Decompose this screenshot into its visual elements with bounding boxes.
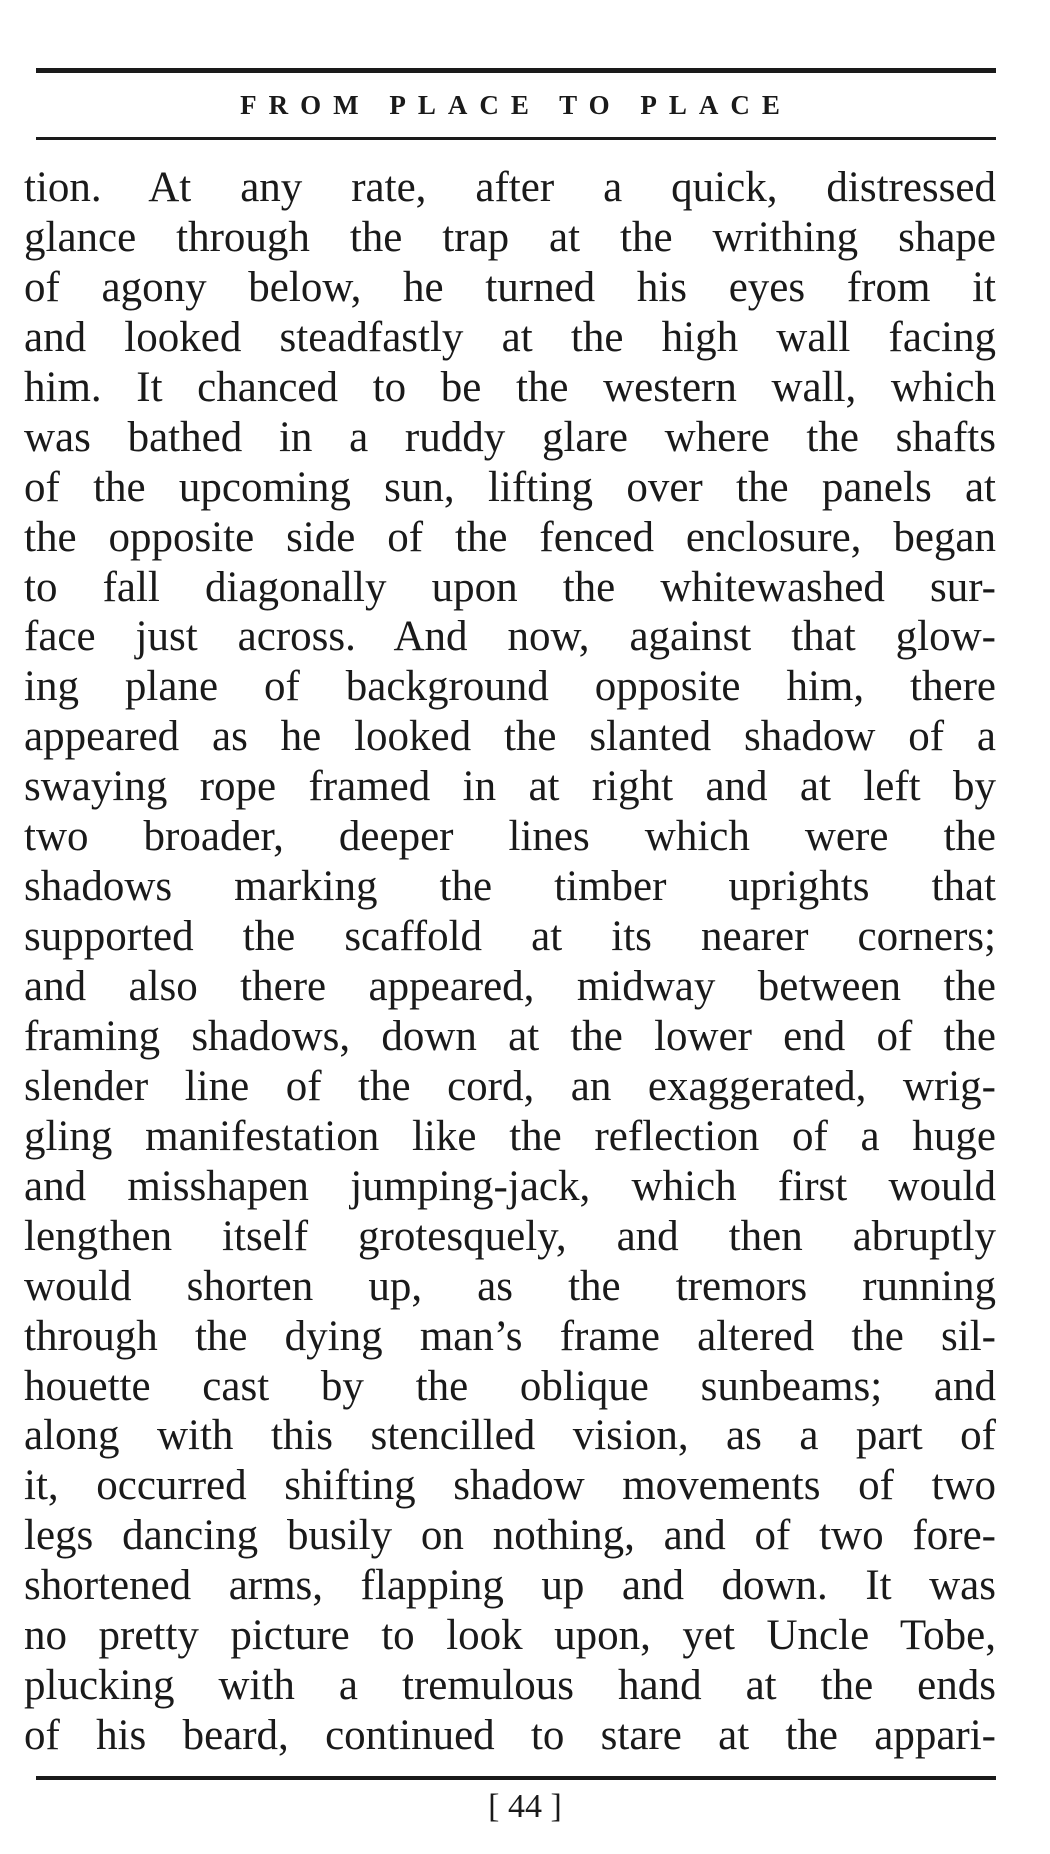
text-line: through the dying man’s frame altered the sil- — [24, 1312, 996, 1360]
top-rule — [36, 68, 996, 73]
text-line: glance through the trap at the writhing shape — [24, 213, 996, 261]
text-line: him. It chanced to be the western wall, which — [24, 363, 996, 411]
text-line: gling manifestation like the reflection of a huge — [24, 1112, 996, 1160]
text-line: supported the scaffold at its nearer corners; — [24, 913, 996, 961]
text-line: legs dancing busily on nothing, and of two fore- — [24, 1512, 996, 1560]
text-line: along with this stencilled vision, as a part of — [24, 1412, 996, 1460]
text-line: shadows marking the timber uprights that — [24, 863, 996, 911]
text-line: two broader, deeper lines which were the — [24, 813, 996, 861]
text-line: shortened arms, flapping up and down. It was — [24, 1562, 996, 1610]
text-line: face just across. And now, against that glow- — [24, 613, 996, 661]
text-line: lengthen itself grotesquely, and then abruptly — [24, 1212, 996, 1260]
text-line: plucking with a tremulous hand at the ends — [24, 1662, 996, 1710]
bottom-rule — [36, 1776, 996, 1780]
page-number: [ 44 ] — [488, 1788, 562, 1825]
text-line: of his beard, continued to stare at the appari- — [24, 1712, 996, 1760]
text-line: no pretty picture to look upon, yet Uncle Tobe, — [24, 1612, 996, 1660]
text-line: houette cast by the oblique sunbeams; and — [24, 1362, 996, 1410]
text-line: and misshapen jumping-jack, which first would — [24, 1162, 996, 1210]
text-line: ing plane of background opposite him, there — [24, 663, 996, 711]
text-line: of agony below, he turned his eyes from it — [24, 263, 996, 311]
text-line: appeared as he looked the slanted shadow of a — [24, 713, 996, 761]
text-line: slender line of the cord, an exaggerated, wrig- — [24, 1062, 996, 1110]
text-line: would shorten up, as the tremors running — [24, 1262, 996, 1310]
header-rule — [36, 137, 996, 140]
text-line: tion. At any rate, after a quick, distressed — [24, 164, 996, 211]
text-line: and also there appeared, midway between the — [24, 963, 996, 1010]
text-line: was bathed in a ruddy glare where the shafts — [24, 413, 996, 461]
body-text — [24, 163, 996, 1761]
text-line: swaying rope framed in at right and at left by — [24, 763, 996, 811]
text-line: and looked steadfastly at the high wall facing — [24, 313, 996, 361]
text-line: of the upcoming sun, lifting over the panels at — [24, 463, 996, 511]
text-line: framing shadows, down at the lower end of the — [24, 1012, 996, 1060]
running-head: FROM PLACE TO PLACE — [240, 90, 792, 120]
text-line: to fall diagonally upon the whitewashed sur- — [24, 563, 996, 611]
text-line: it, occurred shifting shadow movements of two — [24, 1462, 996, 1510]
text-line: the opposite side of the fenced enclosure, began — [24, 513, 996, 561]
